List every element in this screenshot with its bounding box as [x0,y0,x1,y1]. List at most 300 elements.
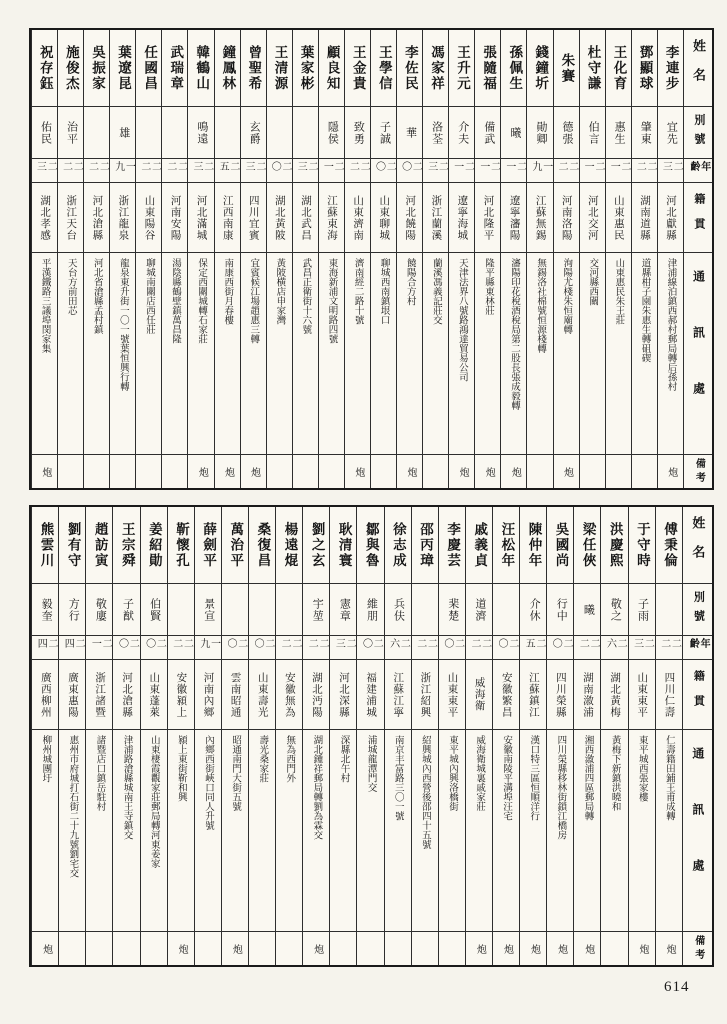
person-origin: 河北交河 [580,182,605,252]
person-address: 東平城內興洛橋街 [439,729,465,931]
person-column [161,30,187,488]
header-name: 姓名 [690,39,706,97]
header-alias: 別號 [684,106,712,158]
person-remark [84,454,109,488]
person-address: 道縣柑子園朱惠生轉砠碶 [632,252,657,454]
person-age: 二三 [330,635,356,659]
person-column [57,30,83,488]
person-address: 無錫洛社棉號恒源棧轉 [527,252,552,454]
person-remark [632,454,657,488]
person-alias: 宜先 [658,106,683,158]
person-remark [606,454,631,488]
person-name: 徐志成 [390,521,406,569]
person-name: 王學信 [376,44,392,92]
person-age: 二〇 [222,635,248,659]
person-age: 一九 [110,158,135,182]
person-remark [195,931,221,965]
person-alias: 宇堃 [303,583,329,635]
person-remark [371,454,396,488]
person-column [356,507,383,965]
person-column [240,30,266,488]
person-age: 二二 [554,158,579,182]
person-alias: 道濟 [466,583,492,635]
person-origin: 遼寧海城 [449,182,474,252]
person-remark: 炮 [493,931,519,965]
person-origin: 山東濟南 [345,182,370,252]
person-column [605,30,631,488]
person-column [318,30,344,488]
person-column [31,507,58,965]
person-name: 王升元 [455,44,471,92]
person-age: 一九 [527,158,552,182]
person-remark: 炮 [215,454,240,488]
person-name: 姜紹勛 [146,521,162,569]
header-origin: 籍貫 [684,182,712,252]
person-age: 二二 [136,158,161,182]
person-alias: 洛荃 [423,106,448,158]
person-column [500,30,526,488]
person-remark: 炮 [629,931,655,965]
person-remark [319,454,344,488]
person-address: 湘西漵浦四區郵局轉 [574,729,600,931]
person-remark [86,931,112,965]
person-address: 宜賓候江場趙惠三轉 [241,252,266,454]
person-column [302,507,329,965]
person-alias [136,106,161,158]
person-age: 二〇 [493,635,519,659]
person-address: 武昌正衛街十六號 [293,252,318,454]
person-name: 吳振家 [89,44,105,92]
person-remark: 炮 [658,454,683,488]
person-alias: 介夫 [449,106,474,158]
person-address: 潁上東街靳和興 [168,729,194,931]
person-age: 二三 [32,158,57,182]
person-remark: 炮 [520,931,546,965]
person-origin: 江西南康 [215,182,240,252]
person-origin: 四川宜賓 [241,182,266,252]
person-alias: 兵伕 [385,583,411,635]
person-address: 保定西關城轉石家莊 [188,252,213,454]
person-name: 錢鐘圻 [533,44,549,92]
person-column [109,30,135,488]
person-address: 洵陽尤棧朱恒廟轉 [554,252,579,454]
person-column [221,507,248,965]
person-origin: 山東陽谷 [136,182,161,252]
person-column [266,30,292,488]
person-remark [141,931,167,965]
person-alias: 玄爵 [241,106,266,158]
person-address: 漢口特三區恒順洋行 [520,729,546,931]
person-name: 鄧顯球 [637,44,653,92]
person-name: 葉家彬 [298,44,314,92]
person-name: 桑復昌 [255,521,271,569]
person-name: 吳國尚 [553,521,569,569]
person-remark [293,454,318,488]
person-alias [222,583,248,635]
person-remark [113,931,139,965]
person-column [83,30,109,488]
person-column [526,30,552,488]
person-origin: 河北饒陽 [397,182,422,252]
person-origin: 河南洛陽 [554,182,579,252]
person-alias [215,106,240,158]
person-name: 李連步 [663,44,679,92]
person-address: 內鄉西街峽口同人升號 [195,729,221,931]
person-origin: 湖北沔陽 [303,659,329,729]
person-age: 二六 [601,635,627,659]
person-remark: 炮 [466,931,492,965]
person-column [546,507,573,965]
person-remark [412,931,438,965]
person-address: 黃陂横店申家灣 [267,252,292,454]
person-name: 劉有守 [65,521,81,569]
person-alias: 方行 [59,583,85,635]
person-address: 紹興城內西營後邵四十五號 [412,729,438,931]
person-remark: 炮 [241,454,266,488]
person-age: 二一 [86,635,112,659]
person-column [112,507,139,965]
person-age: 二三 [423,158,448,182]
person-alias: 致勇 [345,106,370,158]
person-age: 二二 [345,158,370,182]
person-remark: 炮 [303,931,329,965]
person-address: 天津法界八號路鴻達貿易公司 [449,252,474,454]
person-remark: 炮 [547,931,573,965]
person-name: 戚義貞 [472,521,488,569]
person-alias: 伯言 [580,106,605,158]
person-address: 聊城南關店西任莊 [136,252,161,454]
person-age: 二一 [501,158,526,182]
person-origin: 江蘇江寧 [385,659,411,729]
person-remark [385,931,411,965]
person-name: 張隨福 [481,44,497,92]
person-age: 二二 [162,158,187,182]
person-address: 河北省滄縣孟村鎮 [84,252,109,454]
person-alias [162,106,187,158]
person-column [631,30,657,488]
header-origin: 籍貫 [683,659,712,729]
header-address: 通訊處 [684,252,712,454]
person-column [474,30,500,488]
person-age: 二二 [412,635,438,659]
person-name: 梁任俠 [580,521,596,569]
person-remark [601,931,627,965]
person-origin: 四川仁壽 [656,659,682,729]
person-remark [330,931,356,965]
person-column [448,30,474,488]
person-age: 二二 [84,158,109,182]
person-address: 威海衛城裏戚家莊 [466,729,492,931]
person-address: 平漢鐵路三議埠閔家集 [32,252,57,454]
person-age: 二〇 [547,635,573,659]
person-origin: 河北滿城 [188,182,213,252]
person-column [657,30,683,488]
person-address: 柳州城團圩 [32,729,58,931]
person-address: 安徽南陵平溝埠汪宅 [493,729,519,931]
person-alias [293,106,318,158]
person-address: 交河縣西關 [580,252,605,454]
person-alias: 介休 [520,583,546,635]
person-remark: 炮 [32,454,57,488]
person-age: 二一 [319,158,344,182]
person-remark [357,931,383,965]
person-column [194,507,221,965]
person-origin: 江蘇鎮江 [520,659,546,729]
person-age: 二二 [58,158,83,182]
person-alias: 敬之 [601,583,627,635]
person-age: 二三 [629,635,655,659]
person-column [655,507,682,965]
person-age: 二〇 [397,158,422,182]
person-name: 鐘鳳林 [220,44,236,92]
person-origin: 山東壽光 [249,659,275,729]
person-column [573,507,600,965]
person-age: 二〇 [357,635,383,659]
person-remark [136,454,161,488]
person-origin: 湖北武昌 [293,182,318,252]
person-age: 一九 [195,635,221,659]
person-name: 熊雲川 [38,521,54,569]
person-origin: 山東惠民 [606,182,631,252]
person-address: 瀋陽印花稅酒稅局第二股長張成毅轉 [501,252,526,454]
person-origin: 河北滄縣 [113,659,139,729]
person-remark [162,454,187,488]
person-origin: 安徽潁上 [168,659,194,729]
person-alias: 鳴遠 [188,106,213,158]
person-remark: 炮 [501,454,526,488]
person-remark: 炮 [222,931,248,965]
person-name: 趙訪寅 [92,521,108,569]
person-remark: 炮 [32,931,58,965]
person-origin: 湖南道縣 [632,182,657,252]
person-alias: 曦 [501,106,526,158]
person-name: 孫佩生 [507,44,523,92]
person-age: 二二 [466,635,492,659]
person-origin: 威海衛 [466,659,492,729]
person-address: 深縣北午村 [330,729,356,931]
person-age: 二三 [241,158,266,182]
person-alias: 肇東 [632,106,657,158]
person-column [58,507,85,965]
person-origin: 湖北黃梅 [601,659,627,729]
person-origin: 安徽無為 [276,659,302,729]
person-address: 南康西街月春樓 [215,252,240,454]
person-remark [267,454,292,488]
person-address: 諸暨店口鎮岳駐村 [86,729,112,931]
person-name: 劉之玄 [309,521,325,569]
person-address: 惠州市府城打石街二十九號劉宅交 [59,729,85,931]
person-origin: 浙江紹興 [412,659,438,729]
person-name: 洪慶熙 [607,521,623,569]
person-age: 二一 [580,158,605,182]
header-remarks: 備考 [684,454,712,488]
person-alias: 惠生 [606,106,631,158]
person-address: 山東惠民朱王莊 [606,252,631,454]
person-name: 王金貴 [350,44,366,92]
header-column [682,507,712,965]
person-alias [168,583,194,635]
person-alias: 維朋 [357,583,383,635]
person-column [31,30,57,488]
person-name: 任國昌 [142,44,158,92]
person-name: 杜守謙 [585,44,601,92]
person-age: 二二 [276,635,302,659]
person-remark [423,454,448,488]
person-alias [249,583,275,635]
person-address: 南京丰富路三〇一號 [385,729,411,931]
person-name: 武瑞章 [168,44,184,92]
person-address: 龍泉東升街一〇一號葉恒興行轉 [110,252,135,454]
person-column [384,507,411,965]
person-remark: 炮 [449,454,474,488]
person-alias: 曦 [574,583,600,635]
person-alias: 勛卿 [527,106,552,158]
person-remark: 炮 [397,454,422,488]
person-address: 浦城龍潭門交 [357,729,383,931]
person-alias [412,583,438,635]
person-address: 天台方前田芯 [58,252,83,454]
person-column [187,30,213,488]
person-column [344,30,370,488]
person-column [292,30,318,488]
person-alias: 毅奎 [32,583,58,635]
page-number: 614 [664,979,690,995]
person-column [411,507,438,965]
person-alias: 隱侯 [319,106,344,158]
person-origin: 河南安陽 [162,182,187,252]
person-origin: 湖北黃陂 [267,182,292,252]
person-name: 朱賽 [559,52,575,84]
person-age: 二〇 [249,635,275,659]
person-age: 二一 [449,158,474,182]
person-remark [110,454,135,488]
person-alias: 華 [397,106,422,158]
person-name: 耿清寰 [336,521,352,569]
person-alias [493,583,519,635]
person-name: 韓鶴山 [194,44,210,92]
person-name: 施俊杰 [63,44,79,92]
person-alias [276,583,302,635]
person-origin: 廣東惠陽 [59,659,85,729]
person-remark [527,454,552,488]
person-origin: 河北隆平 [475,182,500,252]
person-address: 隆平縣東林莊 [475,252,500,454]
header-name: 姓名 [690,516,706,574]
person-address: 津浦路滄縣城南王寺鎮交 [113,729,139,931]
person-address: 湖北鍾祥郵局轉劉為霖交 [303,729,329,931]
person-name: 薛劍平 [201,521,217,569]
person-name: 李佐民 [402,44,418,92]
person-age: 二二 [656,635,682,659]
person-origin: 江蘇東海 [319,182,344,252]
person-alias: 景宣 [195,583,221,635]
header-alias: 別號 [683,583,712,635]
person-name: 王宗舜 [119,521,135,569]
person-origin: 河北獻縣 [658,182,683,252]
person-address: 湯陰縣鶴壁鎮萬昌隆 [162,252,187,454]
person-remark [439,931,465,965]
person-age: 二四 [32,635,58,659]
person-remark: 炮 [475,454,500,488]
person-age: 二三 [658,158,683,182]
person-origin: 遼寧瀋陽 [501,182,526,252]
person-age: 二〇 [439,635,465,659]
person-address: 東平城西張家樓 [629,729,655,931]
person-name: 曾聖希 [246,44,262,92]
person-alias [267,106,292,158]
person-address: 濟南經二路十號 [345,252,370,454]
person-alias: 棐楚 [439,583,465,635]
person-age: 二二 [574,635,600,659]
person-alias: 子誠 [371,106,396,158]
header-age: 年齡 [683,635,712,659]
person-name: 邵丙璋 [418,521,433,569]
person-origin: 四川榮縣 [547,659,573,729]
person-name: 陳仲年 [526,521,542,569]
person-address: 黃梅下新鎮洪曉和 [601,729,627,931]
person-column [600,507,627,965]
person-address: 四川榮縣移林街鎖江橋房 [547,729,573,931]
person-column [396,30,422,488]
person-remark: 炮 [574,931,600,965]
person-column [628,507,655,965]
person-alias [84,106,109,158]
person-address: 東海新浦文明路四號 [319,252,344,454]
person-age: 二四 [59,635,85,659]
person-age: 二〇 [141,635,167,659]
person-age: 二一 [475,158,500,182]
person-column [422,30,448,488]
person-origin: 浙江天台 [58,182,83,252]
person-age: 二一 [606,158,631,182]
person-name: 祝存鈺 [37,44,53,92]
header-column [683,30,712,488]
person-alias: 子猷 [113,583,139,635]
person-origin: 湖北孝感 [32,182,57,252]
person-age: 二二 [168,635,194,659]
person-name: 楊遠焜 [282,521,298,569]
person-origin: 山東蓬萊 [141,659,167,729]
person-origin: 山東聊城 [371,182,396,252]
person-age: 二五 [520,635,546,659]
person-name: 李慶芸 [445,521,461,569]
person-name: 于守時 [634,521,650,569]
person-origin: 湖南漵浦 [574,659,600,729]
person-origin: 江蘇無錫 [527,182,552,252]
header-age: 年齡 [684,158,712,182]
person-age: 二六 [385,635,411,659]
person-address: 聊城西南鎮垠口 [371,252,396,454]
person-column [465,507,492,965]
person-origin: 河南內鄉 [195,659,221,729]
person-address: 津浦線泊鎮西郝村郵局轉后孫村 [658,252,683,454]
person-origin: 浙江諸暨 [86,659,112,729]
person-column [519,507,546,965]
person-address: 山東棲霞觀家莊郵局轉河東姜家 [141,729,167,931]
header-address: 通訊處 [683,729,712,931]
person-age: 二二 [632,158,657,182]
person-name: 葉遼昆 [116,44,132,92]
person-column [85,507,112,965]
directory-table-bottom [29,505,714,967]
person-age: 二三 [293,158,318,182]
person-column [275,507,302,965]
person-alias: 備武 [475,106,500,158]
person-name: 萬治平 [228,521,244,569]
person-column [492,507,519,965]
person-origin: 山東東平 [439,659,465,729]
person-name: 傅秉倫 [661,521,677,569]
